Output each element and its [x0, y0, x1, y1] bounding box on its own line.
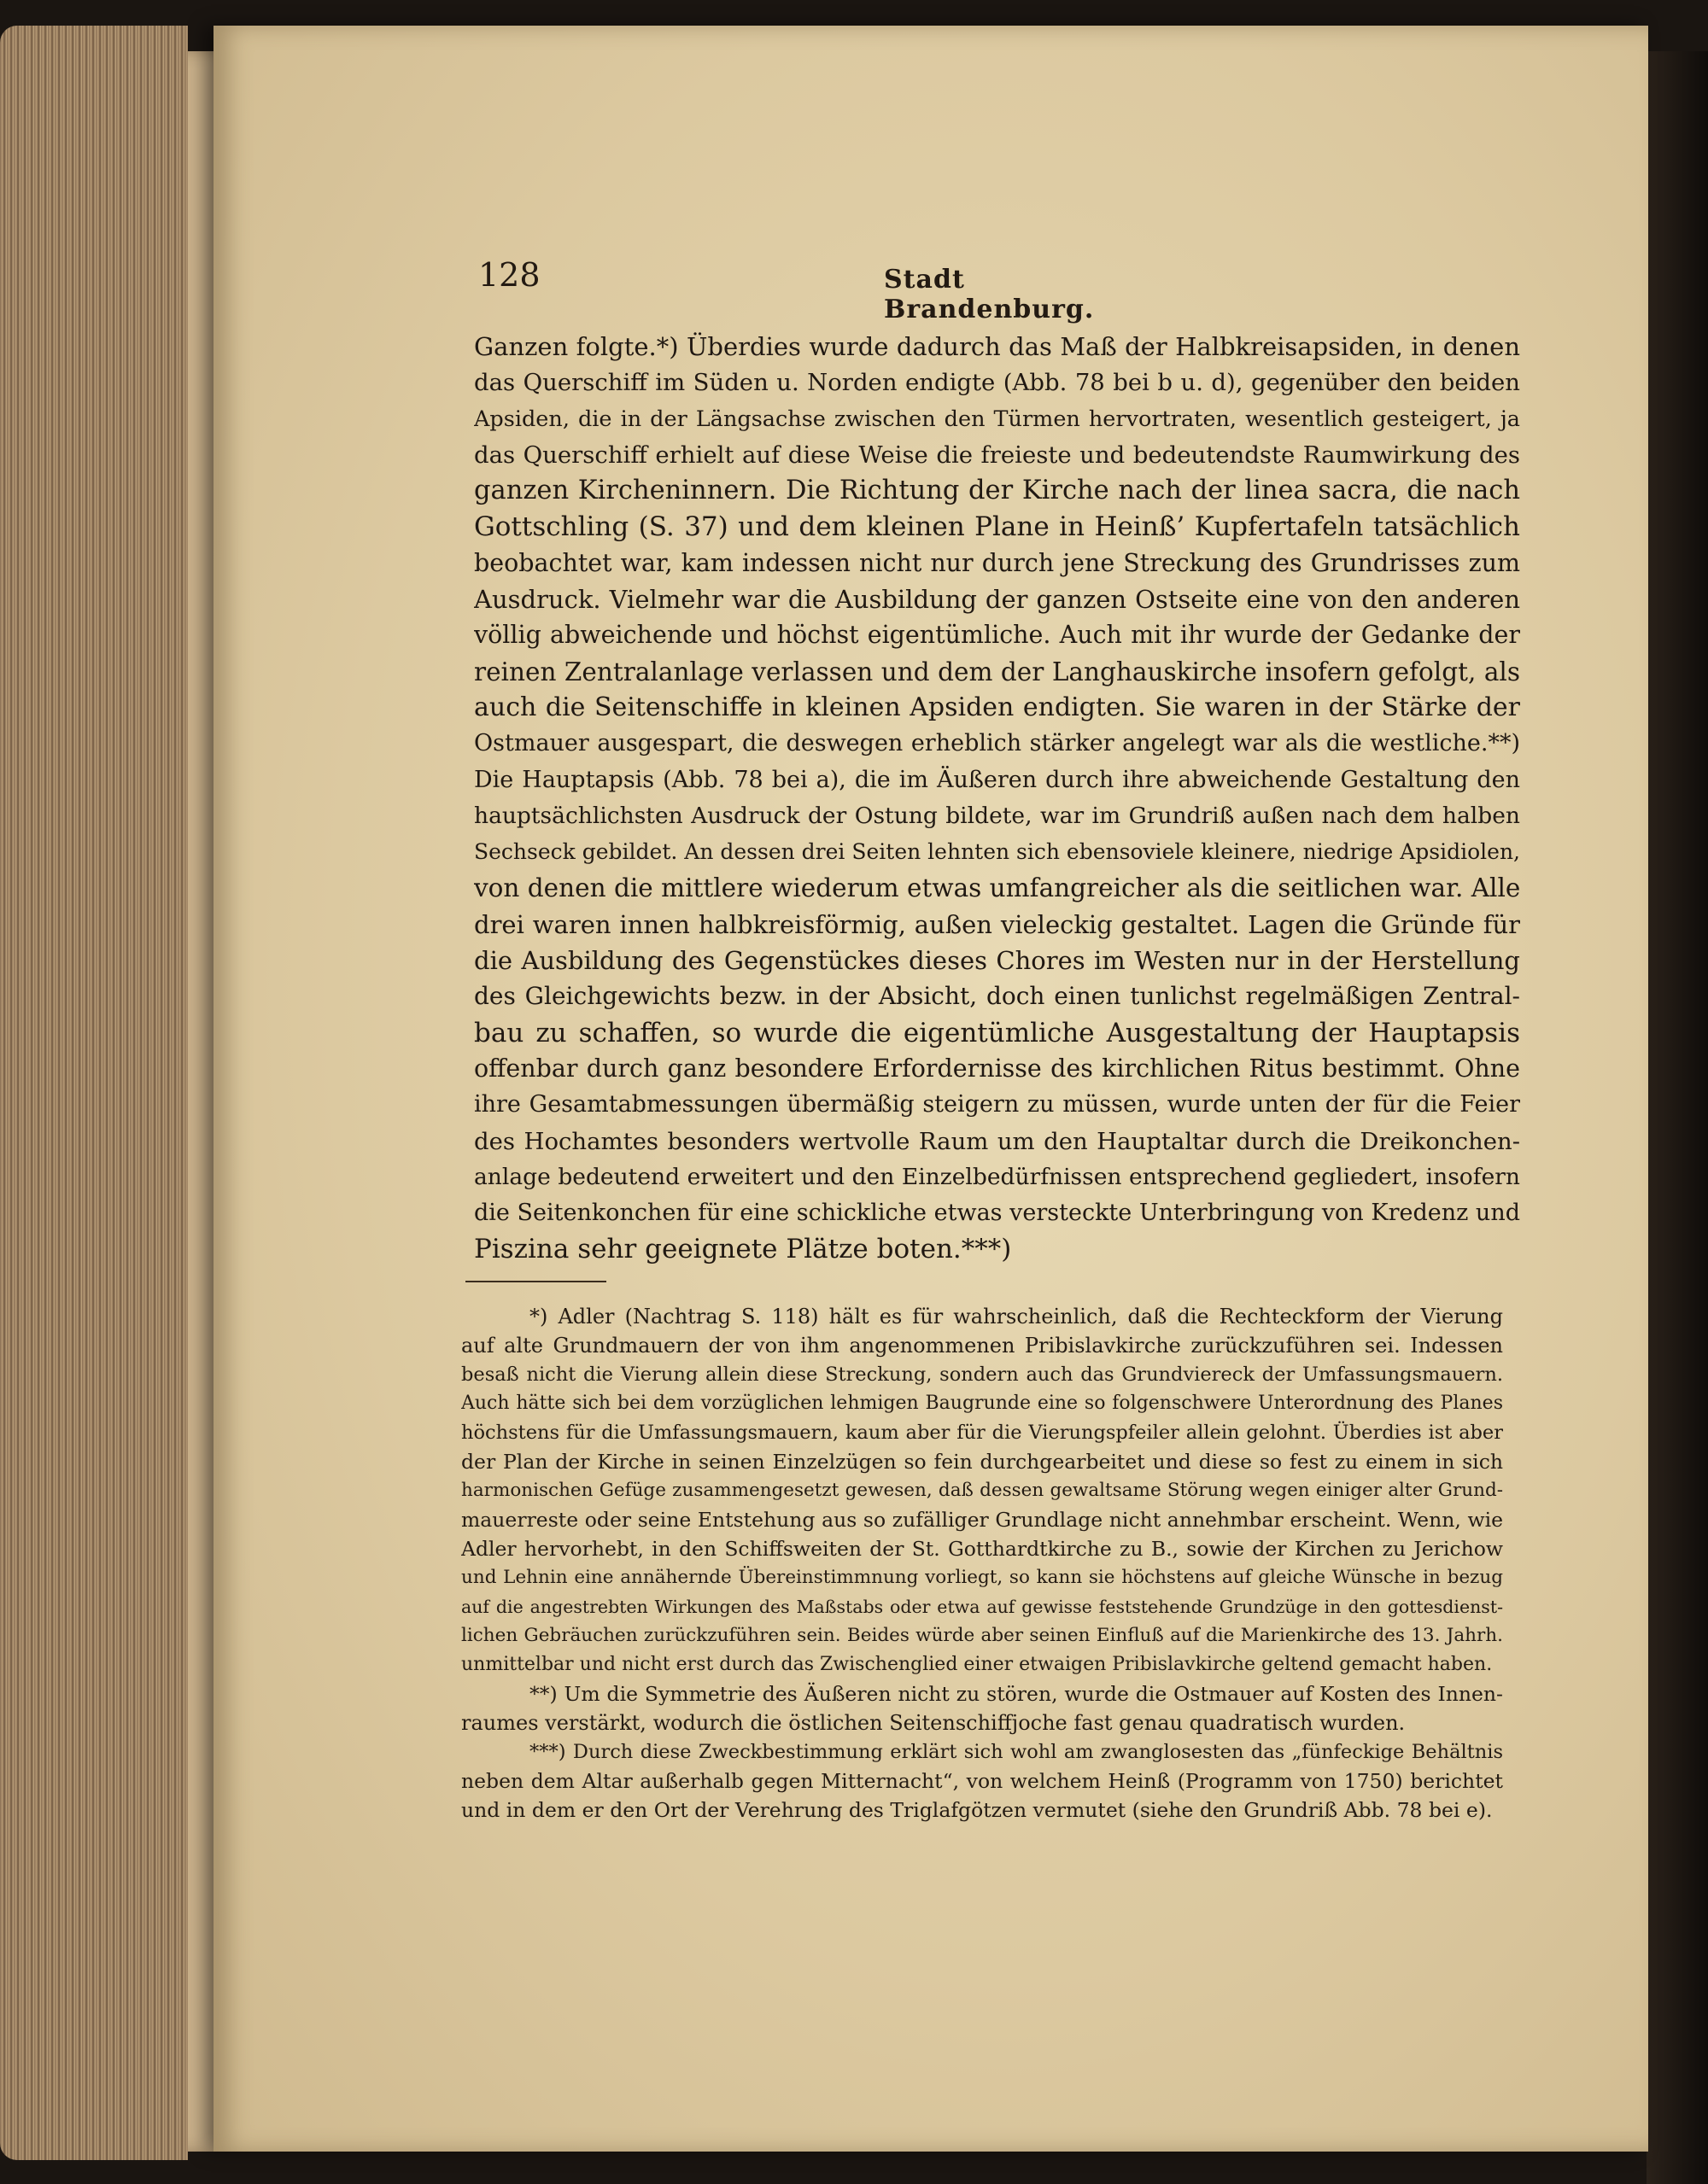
- footnote-divider: [465, 1281, 606, 1282]
- page-header: [478, 256, 1144, 324]
- text-line: Ganzen folgte.*) Überdies wurde dadurch das Maß der Halbkreisapsiden, in denen: [474, 332, 1520, 361]
- text-line: offenbar durch ganz besondere Erfordernisse des kirchlichen Ritus bestimmt. Ohne: [474, 1054, 1520, 1083]
- text-line: auch die Seitenschiffe in kleinen Apsiden endigten. Sie waren in der Stärke der: [474, 692, 1520, 722]
- footnote-line: der Plan der Kirche in seinen Einzelzügen so fein durchgearbeitet und diese so fest zu einem in sich: [461, 1450, 1503, 1474]
- text-line: anlage bedeutend erweitert und den Einzelbedürfnissen entsprechend gegliedert, insofern: [474, 1163, 1520, 1190]
- text-line: Gottschling (S. 37) und dem kleinen Plane in Heinß’ Kupfertafeln tatsächlich: [474, 511, 1520, 543]
- text-line: völlig abweichende und höchst eigentümliche. Auch mit ihr wurde der Gedanke der: [474, 621, 1520, 650]
- footnote-line: ***) Durch diese Zweckbestimmung erklärt sich wohl am zwanglosesten das „fünfeckige Behältnis: [529, 1741, 1503, 1763]
- footnote-line: Adler hervorhebt, in den Schiffsweiten der St. Gotthardtkirche zu B., sowie der Kirchen zu Jerichow: [461, 1537, 1503, 1561]
- footnote-line: mauerreste oder seine Entstehung aus so zufälliger Grundlage nicht annehmbar erscheint. Wenn, wie: [461, 1508, 1503, 1532]
- text-line: die Seitenkonchen für eine schickliche etwas versteckte Unterbringung von Kredenz und: [474, 1200, 1520, 1227]
- text-line: hauptsächlichsten Ausdruck der Ostung bildete, war im Grundriß außen nach dem halben: [474, 802, 1520, 829]
- footnote-line: besaß nicht die Vierung allein diese Streckung, sondern auch das Grundviereck der Umfassungsmauern.: [461, 1364, 1503, 1386]
- page-number: 128: [478, 256, 541, 294]
- text-line: des Gleichgewichts bezw. in der Absicht, doch einen tunlichst regelmäßigen Zentral-: [474, 982, 1520, 1011]
- text-line: Die Hauptapsis (Abb. 78 bei a), die im Äußeren durch ihre abweichende Gestaltung den: [474, 766, 1520, 793]
- footnote-line: höchstens für die Umfassungsmauern, kaum aber für die Vierungspfeiler allein gelohnt. Überdies ist aber: [461, 1422, 1503, 1444]
- footnote-line: **) Um die Symmetrie des Äußeren nicht zu stören, wurde die Ostmauer auf Kosten des Innen-: [529, 1682, 1503, 1706]
- text-line: Piszina sehr geeignete Plätze boten.***): [474, 1234, 1012, 1265]
- footnote-line: unmittelbar und nicht erst durch das Zwischenglied einer etwaigen Pribislavkirche geltend gemacht haben.: [461, 1654, 1493, 1675]
- text-line: Apsiden, die in der Längsachse zwischen den Türmen hervortraten, wesentlich gesteigert, ja: [474, 406, 1520, 432]
- book-page-edges: [0, 26, 188, 2160]
- footnotes: [461, 1302, 1503, 1825]
- text-line: drei waren innen halbkreisförmig, außen vieleckig gestaltet. Lagen die Gründe für: [474, 909, 1520, 939]
- text-line: Ausdruck. Vielmehr war die Ausbildung der ganzen Ostseite eine von den anderen: [474, 585, 1520, 615]
- footnote-line: *) Adler (Nachtrag S. 118) hält es für wahrscheinlich, daß die Rechteckform der Vierung: [529, 1305, 1503, 1329]
- text-line: Ostmauer ausgespart, die deswegen erheblich stärker angelegt war als die westliche.**): [474, 730, 1520, 757]
- text-line: von denen die mittlere wiederum etwas umfangreicher als die seitlichen war. Alle: [474, 873, 1520, 903]
- text-line: reinen Zentralanlage verlassen und dem der Langhauskirche insofern gefolgt, als: [474, 657, 1520, 686]
- footnote-line: und in dem er den Ort der Verehrung des Triglafgötzen vermutet (siehe den Grundriß Abb. 78 bei e).: [461, 1798, 1493, 1822]
- text-line: die Ausbildung des Gegenstückes dieses Chores im Westen nur in der Herstellung: [474, 946, 1520, 976]
- main-text: [474, 329, 1520, 1268]
- footnote-line: lichen Gebräuchen zurückzuführen sein. Beides würde aber seinen Einfluß auf die Marienkirche des 13. Jahrh.: [461, 1625, 1503, 1646]
- text-line: das Querschiff im Süden u. Norden endigte (Abb. 78 bei b u. d), gegenüber den beiden: [474, 369, 1520, 397]
- text-line: beobachtet war, kam indessen nicht nur durch jene Streckung des Grundrisses zum: [474, 548, 1520, 577]
- text-line: das Querschiff erhielt auf diese Weise die freieste und bedeutendste Raumwirkung des: [474, 441, 1520, 469]
- footnote-line: Auch hätte sich bei dem vorzüglichen lehmigen Baugrunde eine so folgenschwere Unterordnung des Planes: [461, 1393, 1503, 1414]
- text-line: ganzen Kircheninnern. Die Richtung der Kirche nach der linea sacra, die nach: [474, 476, 1520, 506]
- running-head: Stadt Brandenburg.: [884, 265, 1095, 324]
- footnote-line: auf die angestrebten Wirkungen des Maßstabs oder etwa auf gewisse feststehende Grundzüge in den gottesdienst-: [461, 1597, 1503, 1617]
- footnote-line: und Lehnin eine annähernde Übereinstimmnung vorliegt, so kann sie höchstens auf gleiche Wünsche in bezug: [461, 1567, 1503, 1588]
- right-book-edge: [1647, 51, 1708, 2184]
- footnote-line: raumes verstärkt, wodurch die östlichen Seitenschiffjoche fast genau quadratisch wurden.: [461, 1711, 1406, 1735]
- text-line: des Hochamtes besonders wertvolle Raum um den Hauptaltar durch die Dreikonchen-: [474, 1127, 1520, 1155]
- footnote-line: harmonischen Gefüge zusammengesetzt gewesen, daß dessen gewaltsame Störung wegen einiger alter Grund-: [461, 1480, 1503, 1501]
- text-line: bau zu schaffen, so wurde die eigentümliche Ausgestaltung der Hauptapsis: [474, 1017, 1520, 1048]
- text-line: Sechseck gebildet. An dessen drei Seiten lehnten sich ebensoviele kleinere, niedrige Apsidiolen,: [474, 839, 1520, 865]
- footnote-line: neben dem Altar außerhalb gegen Mitternacht“, von welchem Heinß (Programm von 1750) berichtet: [461, 1769, 1503, 1793]
- text-line: ihre Gesamtabmessungen übermäßig steigern zu müssen, wurde unten der für die Feier: [474, 1091, 1520, 1118]
- footnote-line: auf alte Grundmauern der von ihm angenommenen Pribislavkirche zurückzuführen sei. Indessen: [461, 1334, 1503, 1358]
